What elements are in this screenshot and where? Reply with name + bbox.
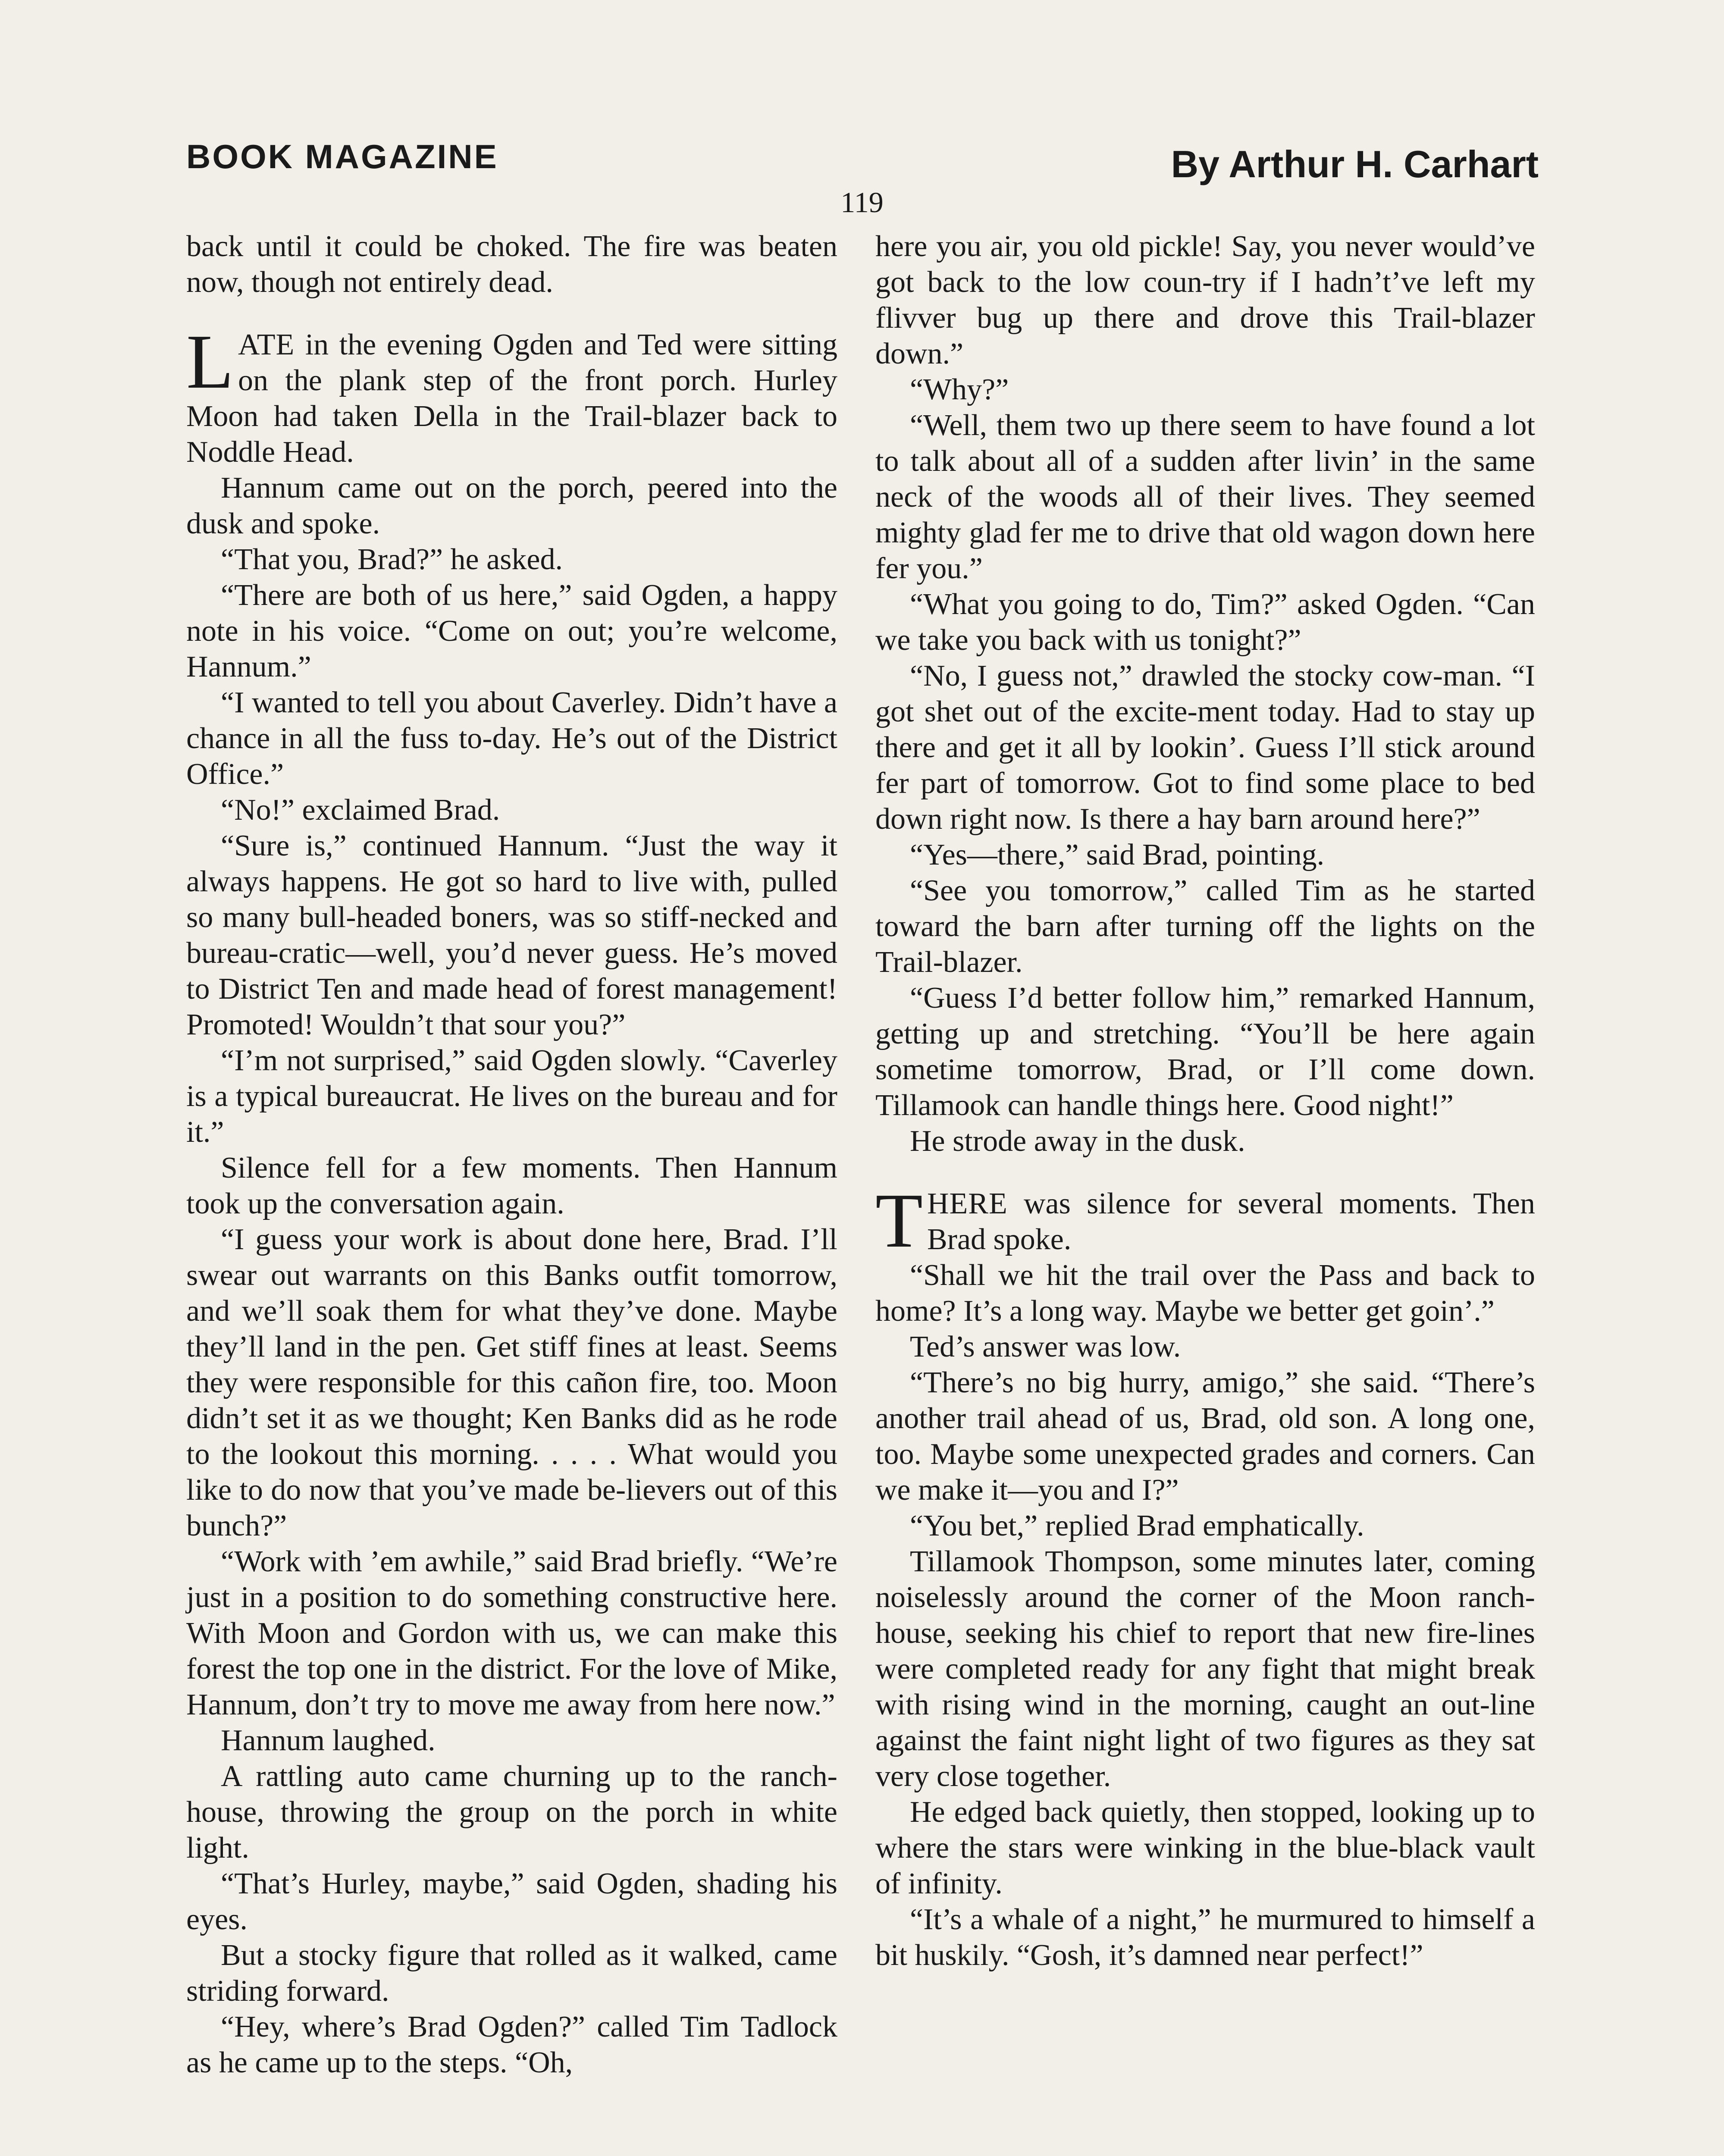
- paragraph-text: “Shall we hit the trail over the Pass and back to home? It’s a long way. Maybe we better get goin’.”: [875, 1259, 1535, 1328]
- paragraph-text: “It’s a whale of a night,” he murmured to himself a bit huskily. “Gosh, it’s damned near perfect!”: [875, 1903, 1535, 1972]
- paragraph-text: “I’m not surprised,” said Ogden slowly. “Caverley is a typical bureaucrat. He lives on the bureau and for it.”: [186, 1044, 837, 1149]
- paragraph: [186, 470, 837, 542]
- paragraph: [875, 1257, 1535, 1329]
- paragraph-text: “There are both of us here,” said Ogden, a happy note in his voice. “Come on out; you’re welcome, Hannum.”: [186, 579, 837, 683]
- magazine-title: BOOK MAGAZINE: [186, 138, 498, 175]
- paragraph: [875, 1365, 1535, 1508]
- paragraph: [186, 685, 837, 792]
- paragraph: [186, 1937, 837, 2009]
- paragraph: [186, 2009, 837, 2081]
- paragraph-text: “That’s Hurley, maybe,” said Ogden, shading his eyes.: [186, 1867, 837, 1936]
- author-byline: By Arthur H. Carhart: [1171, 143, 1539, 185]
- paragraph: [186, 1866, 837, 1937]
- page-number: 119: [840, 186, 884, 219]
- paragraph: [875, 873, 1535, 980]
- paragraph-text: Tillamook Thompson, some minutes later, coming noiselessly around the corner of the Moon ranch-house, seeking his chief to report that new fire-lines were completed ready for any fight that might break with rising wind in the morning, caught an out-line against the faint night light of two figures as they sat very close together.: [875, 1545, 1535, 1793]
- paragraph-text: “That you, Brad?” he asked.: [221, 543, 563, 576]
- paragraph: [186, 1150, 837, 1222]
- paragraph: [875, 407, 1535, 586]
- paragraph-text: was silence for several moments. Then Brad spoke.: [927, 1187, 1535, 1256]
- paragraph: [875, 586, 1535, 658]
- paragraph: [186, 828, 837, 1043]
- lead-word: ATE: [238, 328, 295, 361]
- paragraph-text: “No!” exclaimed Brad.: [221, 793, 500, 827]
- paragraph: [875, 1544, 1535, 1794]
- paragraph-text: “Yes—there,” said Brad, pointing.: [910, 838, 1325, 871]
- paragraph: [875, 658, 1535, 837]
- paragraph-text: “I wanted to tell you about Caverley. Didn’t have a chance in all the fuss to-day. He’s out of the District Office.”: [186, 686, 837, 791]
- paragraph-text: “Sure is,” continued Hannum. “Just the way it always happens. He got so hard to live with, pulled so many bull-headed boners, was so stiff-necked and bureau-cratic—well, you’d never guess. He’s moved to District Ten and made head of forest management! Promoted! Wouldn’t that sour you?”: [186, 829, 837, 1041]
- paragraph: [875, 372, 1535, 407]
- paragraph-text: “Why?”: [910, 373, 1009, 406]
- paragraph: [875, 1178, 1535, 1263]
- drop-cap: T: [875, 1178, 923, 1263]
- paragraph: [186, 1544, 837, 1723]
- paragraph-text: in the evening Ogden and Ted were sitting on the plank step of the front porch. Hurley Moon had taken Della in the Trail-blazer back to Noddle Head.: [186, 328, 837, 469]
- paragraph-text: “What you going to do, Tim?” asked Ogden. “Can we take you back with us tonight?”: [875, 588, 1535, 657]
- paragraph: [186, 577, 837, 685]
- paragraph: [186, 1723, 837, 1758]
- paragraph-text: Ted’s answer was low.: [910, 1330, 1181, 1363]
- drop-cap: L: [186, 319, 234, 404]
- paragraph: [186, 1758, 837, 1866]
- paragraph-text: “There’s no big hurry, amigo,” she said. “There’s another trail ahead of us, Brad, old son. A long one, too. Maybe some unexpected grades and corners. Can we make it—you and I?”: [875, 1366, 1535, 1507]
- paragraph-text: “Work with ’em awhile,” said Brad briefly. “We’re just in a position to do something constructive here. With Moon and Gordon with us, we can make this forest the top one in the district. For the love of Mike, Hannum, don’t try to move me away from here now.”: [186, 1545, 837, 1721]
- paragraph: [875, 1123, 1535, 1159]
- paragraph-text: A rattling auto came churning up to the ranch-house, throwing the group on the porch in white light.: [186, 1760, 837, 1865]
- lead-word: HERE: [927, 1187, 1008, 1220]
- paragraph: [186, 1222, 837, 1544]
- paragraph: [186, 1043, 837, 1150]
- paragraph-text: But a stocky figure that rolled as it walked, came striding forward.: [186, 1939, 837, 2008]
- paragraph-text: Silence fell for a few moments. Then Hannum took up the conversation again.: [186, 1151, 837, 1220]
- paragraph-text: “I guess your work is about done here, Brad. I’ll swear out warrants on this Banks outfit tomorrow, and we’ll soak them for what they’ve done. Maybe they’ll land in the pen. Get stiff fines at least. Seems they were responsible for this cañon fire, too. Moon didn’t set it as we thought; Ken Banks did as he rode to the lookout this morning. . . . . What would you like to do now that you’ve made be-lievers out of this bunch?”: [186, 1223, 837, 1542]
- paragraph: [186, 542, 837, 577]
- paragraph-text: Hannum laughed.: [221, 1724, 436, 1757]
- paragraph-text: He strode away in the dusk.: [910, 1125, 1245, 1158]
- paragraph: [875, 229, 1535, 372]
- right-text-column: [875, 229, 1535, 1973]
- paragraph: [875, 837, 1535, 873]
- paragraph: [875, 1794, 1535, 1902]
- paragraph: [875, 1329, 1535, 1365]
- paragraph-text: “See you tomorrow,” called Tim as he started toward the barn after turning off the lights on the Trail-blazer.: [875, 874, 1535, 979]
- paragraph: [186, 229, 837, 300]
- paragraph-text: “You bet,” replied Brad emphatically.: [910, 1509, 1364, 1542]
- left-text-column: [186, 229, 837, 2081]
- paragraph-text: here you air, you old pickle! Say, you never would’ve got back to the low coun-try if I hadn’t’ve left my flivver bug up there and drove this Trail-blazer down.”: [875, 230, 1535, 370]
- paragraph: [186, 792, 837, 828]
- paragraph-text: back until it could be choked. The fire was beaten now, though not entirely dead.: [186, 230, 837, 299]
- paragraph-text: “No, I guess not,” drawled the stocky cow-man. “I got shet out of the excite-ment today. Had to stay up there and get it all by lookin’. Guess I’ll stick around fer part of tomorrow. Got to find some place to bed down right now. Is there a hay barn around here?”: [875, 659, 1535, 836]
- paragraph: [875, 1902, 1535, 1973]
- paragraph: [875, 980, 1535, 1123]
- paragraph-text: Hannum came out on the porch, peered into the dusk and spoke.: [186, 471, 837, 540]
- paragraph: [186, 319, 837, 470]
- paragraph-text: He edged back quietly, then stopped, looking up to where the stars were winking in the blue-black vault of infinity.: [875, 1796, 1535, 1900]
- paragraph-text: “Well, them two up there seem to have found a lot to talk about all of a sudden after livin’ in the same neck of the woods all of their lives. They seemed mighty glad fer me to drive that old wagon down here fer you.”: [875, 409, 1535, 585]
- paragraph-text: “Guess I’d better follow him,” remarked Hannum, getting up and stretching. “You’ll be here again sometime tomorrow, Brad, or I’ll come down. Tillamook can handle things here. Good night!”: [875, 981, 1535, 1122]
- paragraph: [875, 1508, 1535, 1544]
- paragraph-text: “Hey, where’s Brad Ogden?” called Tim Tadlock as he came up to the steps. “Oh,: [186, 2010, 837, 2079]
